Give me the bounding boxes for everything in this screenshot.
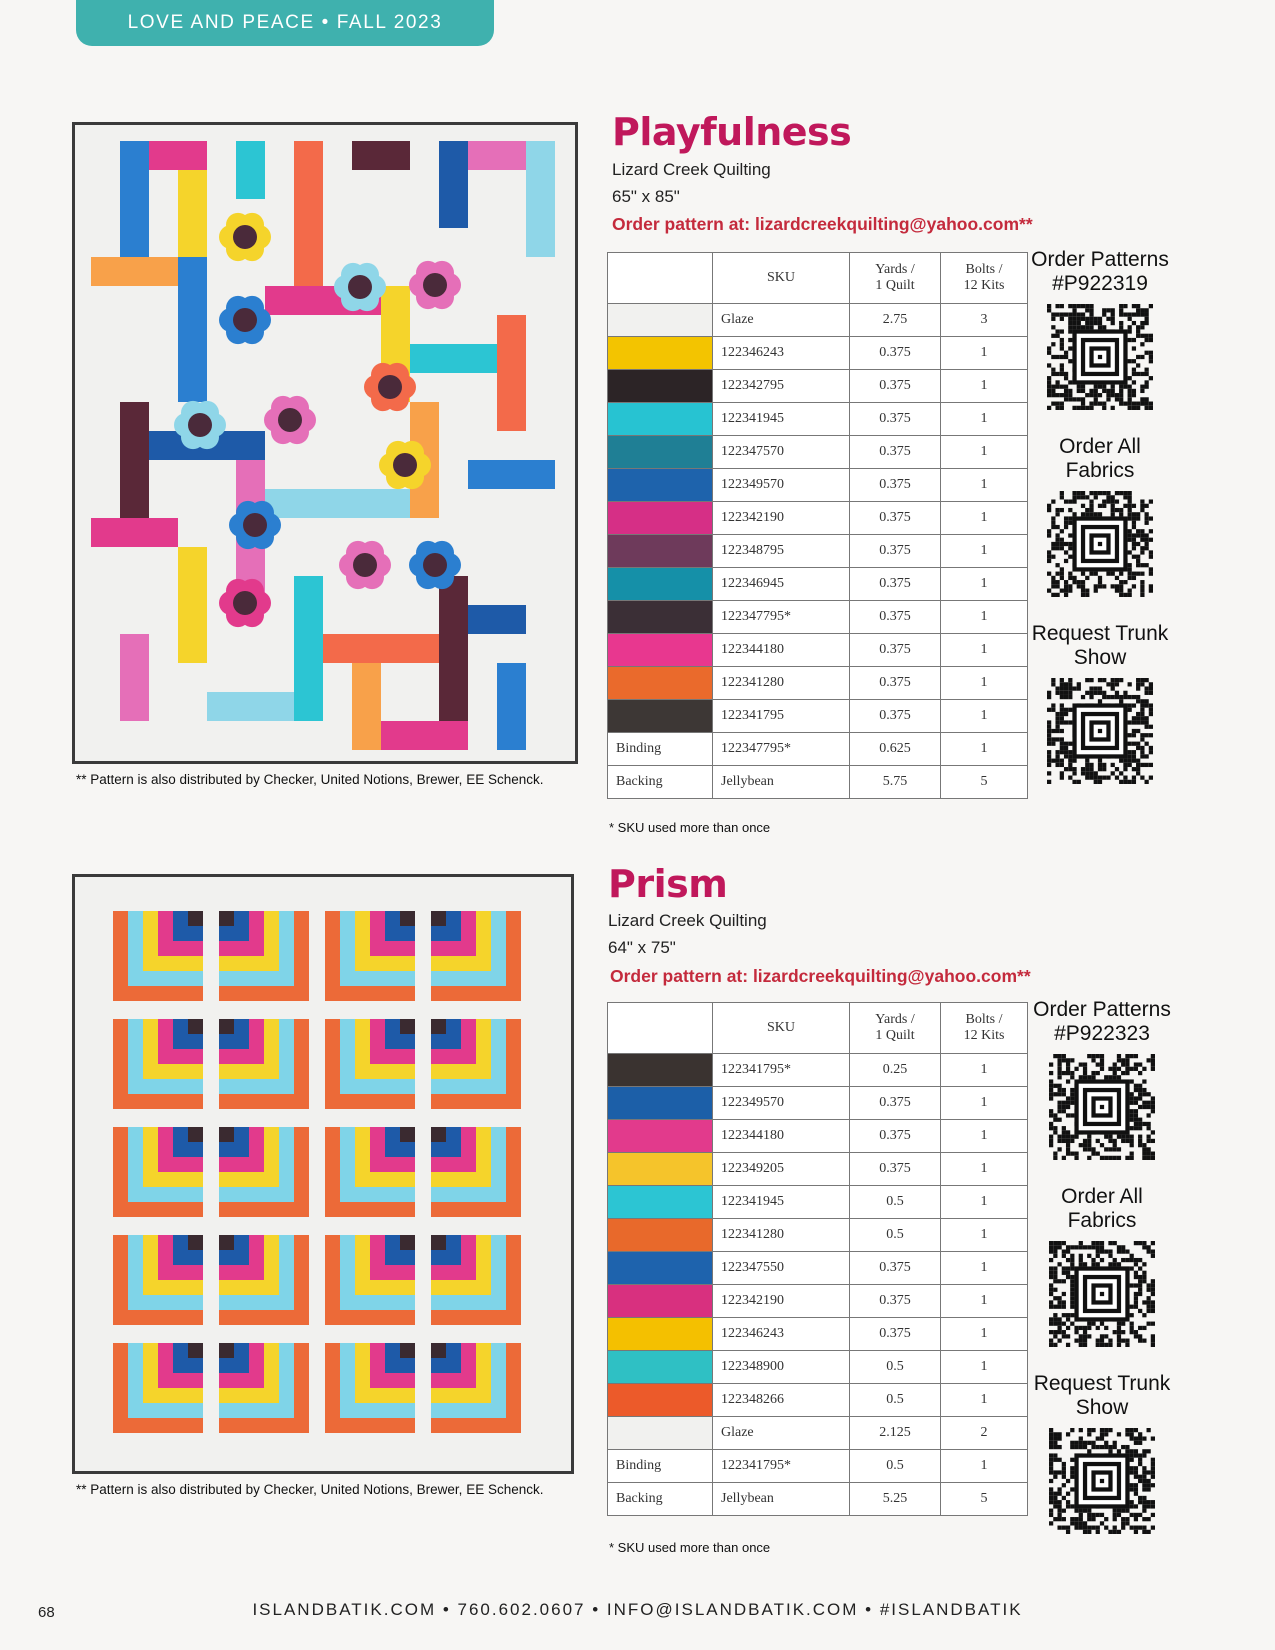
table-row xyxy=(608,1054,1028,1087)
sku-cell: 122342190 xyxy=(713,502,850,535)
yards-cell: 0.5 xyxy=(850,1351,941,1384)
yards-cell: 0.375 xyxy=(850,502,941,535)
sku-note: * SKU used more than once xyxy=(609,1540,771,1555)
bolts-cell: 1 xyxy=(941,1285,1028,1318)
fabric-swatch xyxy=(608,1252,713,1285)
order-patterns-qr-group xyxy=(1032,998,1172,1165)
yards-cell: 0.375 xyxy=(850,1252,941,1285)
sku-cell: 122341945 xyxy=(713,1186,850,1219)
yards-cell: 5.75 xyxy=(850,766,941,799)
row-label: Backing xyxy=(608,766,713,799)
sku-cell: 122341280 xyxy=(713,667,850,700)
pattern-size: 65" x 85" xyxy=(612,187,680,206)
order-patterns-qr-group xyxy=(1030,248,1170,415)
quilt-image-playfulness xyxy=(72,122,578,764)
order-pattern-link[interactable]: Order pattern at: lizardcreekquilting@yahoo.com** xyxy=(612,214,1033,234)
table-row xyxy=(608,436,1028,469)
order-all-fabrics-qr-group xyxy=(1032,1185,1172,1352)
bolts-cell: 1 xyxy=(941,1153,1028,1186)
fabric-swatch xyxy=(608,1351,713,1384)
bolts-cell: 1 xyxy=(941,568,1028,601)
yards-cell: 0.375 xyxy=(850,403,941,436)
sku-cell: 122341945 xyxy=(713,403,850,436)
order-all-fabrics-qr-group xyxy=(1030,435,1170,602)
bolts-cell: 1 xyxy=(941,502,1028,535)
yards-cell: 0.375 xyxy=(850,601,941,634)
yards-cell: 0.375 xyxy=(850,469,941,502)
fabric-swatch xyxy=(608,700,713,733)
sku-cell: Jellybean xyxy=(713,766,850,799)
table-row xyxy=(608,535,1028,568)
row-label: Backing xyxy=(608,1483,713,1516)
qr-label: Order Patterns #P922319 xyxy=(1031,248,1169,295)
fabric-requirements-table xyxy=(607,252,1028,799)
fabric-swatch xyxy=(608,1120,713,1153)
order-pattern-link[interactable]: Order pattern at: lizardcreekquilting@yahoo.com** xyxy=(610,966,1031,986)
table-row xyxy=(608,1417,1028,1450)
bolts-cell: 1 xyxy=(941,667,1028,700)
table-row xyxy=(608,502,1028,535)
table-row xyxy=(608,1384,1028,1417)
bolts-cell: 1 xyxy=(941,1351,1028,1384)
bolts-cell: 1 xyxy=(941,634,1028,667)
table-row xyxy=(608,700,1028,733)
fabric-swatch xyxy=(608,469,713,502)
yards-cell: 0.375 xyxy=(850,1120,941,1153)
bolts-cell: 1 xyxy=(941,1186,1028,1219)
table-row xyxy=(608,1285,1028,1318)
yards-cell: 0.375 xyxy=(850,337,941,370)
swatch-header xyxy=(608,253,713,304)
sku-cell: 122347570 xyxy=(713,436,850,469)
sku-cell: 122341795 xyxy=(713,700,850,733)
swatch-header xyxy=(608,1003,713,1054)
yards-cell: 0.625 xyxy=(850,733,941,766)
yards-header: Yards / 1 Quilt xyxy=(850,1003,941,1054)
fabric-swatch xyxy=(608,436,713,469)
fabric-swatch xyxy=(608,502,713,535)
qr-label: Order Patterns #P922323 xyxy=(1033,998,1171,1045)
request-trunk-show-qr-icon[interactable] xyxy=(1049,1428,1155,1534)
fabric-swatch xyxy=(608,667,713,700)
table-row xyxy=(608,469,1028,502)
sku-cell: Jellybean xyxy=(713,1483,850,1516)
row-label: Binding xyxy=(608,1450,713,1483)
yards-cell: 0.375 xyxy=(850,1087,941,1120)
yards-cell: 0.375 xyxy=(850,634,941,667)
sku-cell: 122349570 xyxy=(713,1087,850,1120)
sku-cell: 122342190 xyxy=(713,1285,850,1318)
bolts-header: Bolts / 12 Kits xyxy=(941,253,1028,304)
qr-label: Order All Fabrics xyxy=(1059,435,1141,482)
sku-cell: 122344180 xyxy=(713,1120,850,1153)
bolts-cell: 1 xyxy=(941,403,1028,436)
table-row xyxy=(608,370,1028,403)
table-row xyxy=(608,1351,1028,1384)
request-trunk-show-qr-icon[interactable] xyxy=(1047,678,1153,784)
bolts-cell: 5 xyxy=(941,1483,1028,1516)
fabric-swatch xyxy=(608,1417,713,1450)
fabric-swatch xyxy=(608,304,713,337)
sku-cell: Glaze xyxy=(713,1417,850,1450)
fabric-swatch xyxy=(608,403,713,436)
bolts-cell: 1 xyxy=(941,370,1028,403)
fabric-requirements-table xyxy=(607,1002,1028,1516)
request-trunk-show-qr-group xyxy=(1030,622,1170,789)
yards-cell: 0.5 xyxy=(850,1219,941,1252)
yards-cell: 0.375 xyxy=(850,436,941,469)
table-row xyxy=(608,403,1028,436)
yards-cell: 0.375 xyxy=(850,1318,941,1351)
yards-cell: 5.25 xyxy=(850,1483,941,1516)
table-row xyxy=(608,1186,1028,1219)
sku-cell: 122347550 xyxy=(713,1252,850,1285)
qr-label: Request Trunk Show xyxy=(1033,1372,1171,1419)
bolts-cell: 1 xyxy=(941,1252,1028,1285)
pattern-designer: Lizard Creek Quilting xyxy=(608,911,767,930)
sku-cell: 122342795 xyxy=(713,370,850,403)
yards-cell: 0.5 xyxy=(850,1450,941,1483)
bolts-cell: 1 xyxy=(941,601,1028,634)
yards-cell: 2.75 xyxy=(850,304,941,337)
fabric-swatch xyxy=(608,370,713,403)
sku-cell: 122341280 xyxy=(713,1219,850,1252)
bolts-cell: 5 xyxy=(941,766,1028,799)
sku-cell: Glaze xyxy=(713,304,850,337)
yards-cell: 0.5 xyxy=(850,1186,941,1219)
yards-cell: 2.125 xyxy=(850,1417,941,1450)
fabric-swatch xyxy=(608,601,713,634)
bolts-cell: 1 xyxy=(941,733,1028,766)
order-patterns-qr-icon[interactable] xyxy=(1047,304,1153,410)
table-row xyxy=(608,1153,1028,1186)
yards-header: Yards / 1 Quilt xyxy=(850,253,941,304)
row-label: Binding xyxy=(608,733,713,766)
distribution-footnote: ** Pattern is also distributed by Checker, United Notions, Brewer, EE Schenck. xyxy=(76,772,544,787)
bolts-cell: 1 xyxy=(941,1384,1028,1417)
table-row xyxy=(608,667,1028,700)
yards-cell: 0.375 xyxy=(850,568,941,601)
table-row xyxy=(608,766,1028,799)
bolts-cell: 1 xyxy=(941,1054,1028,1087)
sku-cell: 122344180 xyxy=(713,634,850,667)
order-all-fabrics-qr-icon[interactable] xyxy=(1047,491,1153,597)
bolts-cell: 3 xyxy=(941,304,1028,337)
sku-cell: 122348900 xyxy=(713,1351,850,1384)
fabric-swatch xyxy=(608,1054,713,1087)
sku-cell: 122347795* xyxy=(713,601,850,634)
table-row xyxy=(608,304,1028,337)
fabric-swatch xyxy=(608,1087,713,1120)
page-number: 68 xyxy=(38,1604,55,1621)
sku-cell: 122349570 xyxy=(713,469,850,502)
qr-label: Order All Fabrics xyxy=(1061,1185,1143,1232)
sku-cell: 122341795* xyxy=(713,1054,850,1087)
yards-cell: 0.375 xyxy=(850,370,941,403)
bolts-cell: 1 xyxy=(941,535,1028,568)
bolts-header: Bolts / 12 Kits xyxy=(941,1003,1028,1054)
sku-cell: 122346945 xyxy=(713,568,850,601)
header-tab: LOVE AND PEACE • FALL 2023 xyxy=(76,0,494,46)
order-patterns-qr-icon[interactable] xyxy=(1049,1054,1155,1160)
fabric-swatch xyxy=(608,568,713,601)
sku-cell: 122348795 xyxy=(713,535,850,568)
fabric-swatch xyxy=(608,535,713,568)
fabric-swatch xyxy=(608,1153,713,1186)
yards-cell: 0.375 xyxy=(850,535,941,568)
table-row xyxy=(608,634,1028,667)
bolts-cell: 1 xyxy=(941,337,1028,370)
bolts-cell: 1 xyxy=(941,1120,1028,1153)
sku-note: * SKU used more than once xyxy=(609,820,771,835)
fabric-swatch xyxy=(608,634,713,667)
bolts-cell: 1 xyxy=(941,1219,1028,1252)
request-trunk-show-qr-group xyxy=(1032,1372,1172,1539)
qr-label: Request Trunk Show xyxy=(1031,622,1169,669)
pattern-title: Playfulness xyxy=(612,110,852,154)
footer-contact: ISLANDBATIK.COM • 760.602.0607 • INFO@ISLANDBATIK.COM • #ISLANDBATIK xyxy=(252,1600,1023,1619)
sku-header: SKU xyxy=(713,1003,850,1054)
bolts-cell: 1 xyxy=(941,1087,1028,1120)
sku-cell: 122346243 xyxy=(713,337,850,370)
table-row xyxy=(608,1318,1028,1351)
sku-cell: 122348266 xyxy=(713,1384,850,1417)
quilt-image-prism xyxy=(72,874,574,1474)
table-row xyxy=(608,1483,1028,1516)
order-all-fabrics-qr-icon[interactable] xyxy=(1049,1241,1155,1347)
bolts-cell: 1 xyxy=(941,469,1028,502)
bolts-cell: 1 xyxy=(941,700,1028,733)
pattern-designer: Lizard Creek Quilting xyxy=(612,160,771,179)
distribution-footnote: ** Pattern is also distributed by Checker, United Notions, Brewer, EE Schenck. xyxy=(76,1482,544,1497)
table-row xyxy=(608,1120,1028,1153)
sku-cell: 122341795* xyxy=(713,1450,850,1483)
sku-header: SKU xyxy=(713,253,850,304)
table-row xyxy=(608,1450,1028,1483)
bolts-cell: 1 xyxy=(941,1318,1028,1351)
table-row xyxy=(608,568,1028,601)
sku-cell: 122347795* xyxy=(713,733,850,766)
fabric-swatch xyxy=(608,1186,713,1219)
yards-cell: 0.375 xyxy=(850,667,941,700)
fabric-swatch xyxy=(608,337,713,370)
yards-cell: 0.375 xyxy=(850,1285,941,1318)
yards-cell: 0.25 xyxy=(850,1054,941,1087)
yards-cell: 0.375 xyxy=(850,1153,941,1186)
sku-cell: 122349205 xyxy=(713,1153,850,1186)
sku-cell: 122346243 xyxy=(713,1318,850,1351)
bolts-cell: 1 xyxy=(941,436,1028,469)
table-row xyxy=(608,1219,1028,1252)
pattern-title: Prism xyxy=(608,862,728,906)
fabric-swatch xyxy=(608,1219,713,1252)
table-row xyxy=(608,337,1028,370)
yards-cell: 0.375 xyxy=(850,700,941,733)
table-row xyxy=(608,733,1028,766)
pattern-size: 64" x 75" xyxy=(608,938,676,957)
fabric-swatch xyxy=(608,1285,713,1318)
table-row xyxy=(608,601,1028,634)
yards-cell: 0.5 xyxy=(850,1384,941,1417)
bolts-cell: 1 xyxy=(941,1450,1028,1483)
fabric-swatch xyxy=(608,1384,713,1417)
table-row xyxy=(608,1252,1028,1285)
fabric-swatch xyxy=(608,1318,713,1351)
table-row xyxy=(608,1087,1028,1120)
bolts-cell: 2 xyxy=(941,1417,1028,1450)
